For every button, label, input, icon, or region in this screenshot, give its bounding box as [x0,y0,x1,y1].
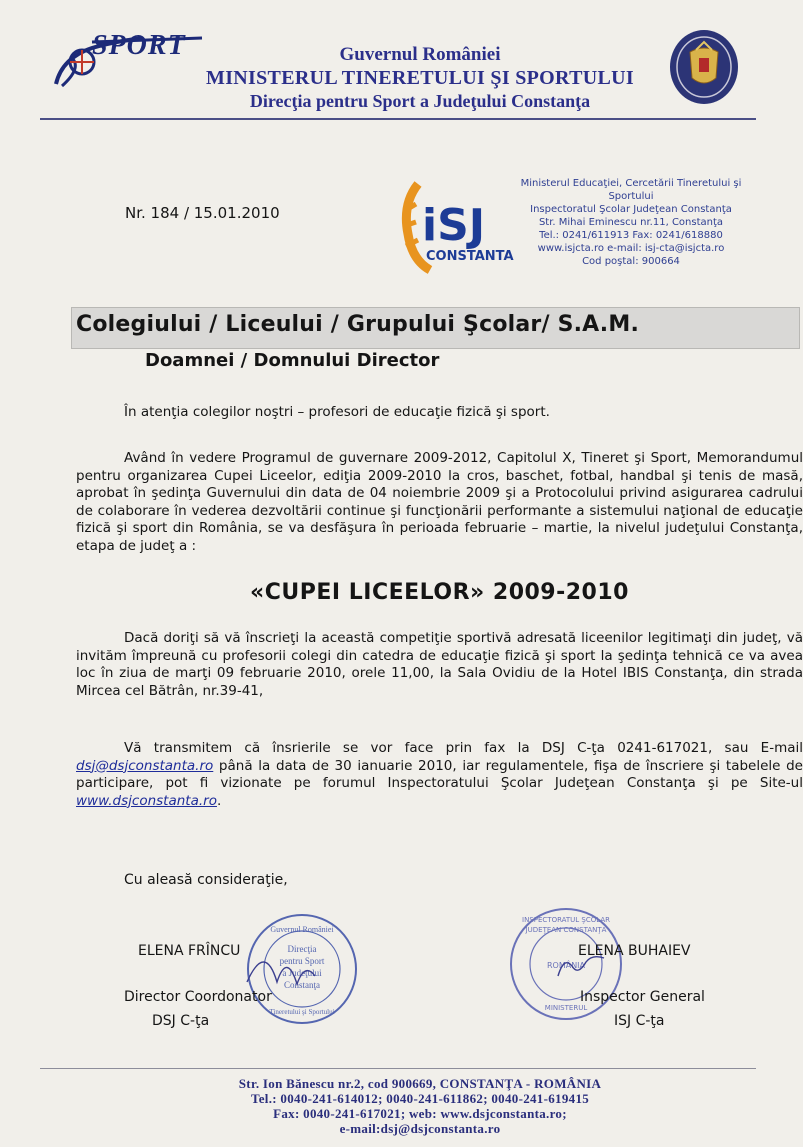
isj-logo-subtext: CONSTANTA [426,249,514,264]
isj-line: Inspectoratul Şcolar Judeţean Constanţa [530,204,732,215]
event-title: «CUPEI LICEELOR» 2009-2010 [250,580,629,605]
paragraph-registration: Vă transmitem că însrierile se vor face prin fax la DSJ C-ţa 0241-617021, sau E-mail dsj@dsjconstanta.ro până la data de 30 ianuarie 2010, iar regulamentele, fişa de înscriere şi tabelele de participare, pot fi vizionate pe forumul Inspectoratului Şcolar Judeţean Constanţa şi pe Site-ul www.dsjconstanta.ro. [76,740,803,809]
svg-text:JUDEŢEAN CONSTANŢA: JUDEŢEAN CONSTANŢA [525,926,607,934]
romania-crest-icon [668,28,740,106]
addressee-director: Doamnei / Domnului Director [145,350,440,371]
sport-logo-text: SPORT [92,30,186,61]
footer-fax-web: Fax: 0040-241-617021; web: www.dsjconstanta.ro; [273,1106,567,1121]
footer-phone: Tel.: 0040-241-614012; 0040-241-611862; 0040-241-619415 [250,1091,590,1106]
footer-email: e-mail:dsj@dsjconstanta.ro [339,1121,501,1136]
footer-contact [140,1076,700,1136]
paragraph-invitation: Dacă doriţi să vă înscrieţi la această competiţie sportivă adresată liceenilor legitimaţi din judeţ, vă invităm împreună cu profesorii colegi din catedra de educaţie fizică şi sport la şedinţa tehnică ce va avea loc în ziua de marţi 09 februarie 2010, orele 11,00, la Sala Ovidiu de la Hotel IBIS Constanţa, din strada Mircea cel Bătrân, nr.39-41, [76,630,803,699]
svg-text:ROMÂNIA: ROMÂNIA [546,961,586,970]
signatory-right-name: ELENA BUHAIEV [578,943,691,959]
website-link[interactable]: www.dsjconstanta.ro [76,792,217,809]
document-number: Nr. 184 / 15.01.2010 [125,204,280,222]
isj-line: Tel.: 0241/611913 Fax: 0241/618880 [539,230,723,241]
dsj-stamp-icon [245,912,359,1026]
isj-line: Str. Mihai Eminescu nr.11, Constanţa [538,217,724,228]
isj-logo-text: iSJ [422,200,486,251]
email-link[interactable]: dsj@dsjconstanta.ro [76,757,214,774]
closing-salutation: Cu aleasă consideraţie, [124,872,288,888]
svg-text:Direcţia: Direcţia [287,944,317,954]
signatory-left-name: ELENA FRÎNCU [138,943,241,959]
footer-address: Str. Ion Bănescu nr.2, cod 900669, CONSTANŢA - ROMÂNIA [238,1076,602,1091]
isj-line: Sportului [608,191,654,202]
isj-line: www.isjcta.ro e-mail: isj-cta@isjcta.ro [537,243,725,254]
attention-line: În atenţia colegilor noştri – profesori de educaţie fizică şi sport. [124,404,550,420]
svg-text:MINISTERUL: MINISTERUL [544,1004,588,1012]
svg-text:Guvernul României: Guvernul României [270,925,334,934]
header-line-government: Guvernul României [339,44,501,65]
isj-line: Ministerul Educaţiei, Cercetării Tineretului şi [520,178,742,189]
header-line-direction: Direcţia pentru Sport a Judeţului Constanţa [249,91,591,111]
paragraph-context: Având în vedere Programul de guvernare 2009-2012, Capitolul X, Tineret şi Sport, Memorandumul pentru organizarea Cupei Liceelor, ediţia 2009-2010 la cros, baschet, fotbal, handbal şi tenis de masă, aprobat în şedinţa Guvernului din data de 04 noiembrie 2009 şi a Protocolului privind asigurarea cadrului de colaborare în vederea dezvoltării continue şi funcţionării performante a sistemului naţional de educaţie fizică şi sport din România, se va desfăşura în perioada februarie – martie, la nivelul judeţului Constanţa, etapa de judeţ a : [76,450,803,554]
svg-text:pentru Sport: pentru Sport [279,956,325,966]
signatory-right-title: Inspector General [580,989,705,1005]
header-divider [40,118,756,120]
svg-text:Constanţa: Constanţa [284,980,320,990]
signatory-left-title: Director Coordonator [124,989,272,1005]
svg-text:a Judeţului: a Judeţului [282,968,322,978]
svg-text:INSPECTORATUL ŞCOLAR: INSPECTORATUL ŞCOLAR [522,916,610,924]
isj-logo [396,174,516,274]
svg-text:Tineretului şi Sportului: Tineretului şi Sportului [269,1008,335,1016]
isj-line: Cod poştal: 900664 [582,256,680,267]
footer-divider [40,1068,756,1069]
header-institution [170,44,670,112]
signatory-left-unit: DSJ C-ţa [152,1013,210,1029]
header-line-ministry: MINISTERUL TINERETULUI ŞI SPORTULUI [206,67,634,89]
signatory-right-unit: ISJ C-ţa [614,1013,665,1029]
isj-contact-block [516,177,746,268]
addressee-schools: Colegiului / Liceului / Grupului Şcolar/ S.A.M. [76,312,640,337]
